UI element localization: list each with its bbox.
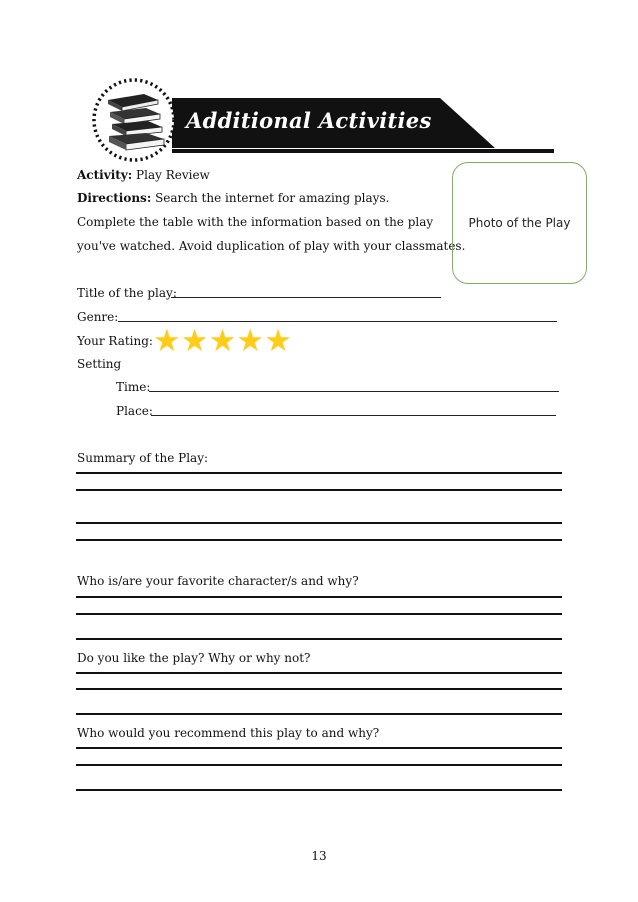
favorite-answer-line[interactable] xyxy=(76,638,562,640)
directions-line-1 xyxy=(77,190,389,206)
rating-label: Your Rating: xyxy=(77,334,153,348)
photo-placeholder-label: Photo of the Play xyxy=(468,216,571,230)
summary-question: Summary of the Play: xyxy=(77,451,209,465)
star-icon[interactable]: ★ xyxy=(264,323,292,359)
favorite-answer-line[interactable] xyxy=(76,613,562,615)
star-icon[interactable]: ★ xyxy=(180,323,209,359)
star-icon[interactable]: ★ xyxy=(208,323,237,359)
activity-line xyxy=(77,167,210,183)
place-field[interactable] xyxy=(151,415,556,416)
favorite-question: Who is/are your favorite character/s and why? xyxy=(77,574,359,588)
time-field[interactable] xyxy=(149,391,559,392)
photo-placeholder-box[interactable] xyxy=(452,162,587,284)
title-field[interactable] xyxy=(171,297,441,298)
genre-label: Genre: xyxy=(77,310,119,324)
star-icon[interactable]: ★ xyxy=(153,323,181,359)
like-question: Do you like the play? Why or why not? xyxy=(77,651,311,665)
like-answer-line[interactable] xyxy=(76,672,562,674)
page-number: 13 xyxy=(311,849,327,863)
recommend-question: Who would you recommend this play to and why? xyxy=(77,726,380,740)
genre-field[interactable] xyxy=(118,321,557,322)
summary-answer-line[interactable] xyxy=(76,522,562,524)
recommend-answer-line[interactable] xyxy=(76,764,562,766)
directions-text-2: Complete the table with the information based on the play xyxy=(77,215,434,229)
favorite-answer-line[interactable] xyxy=(76,596,562,598)
directions-text-1: Search the internet for amazing plays. xyxy=(155,191,390,205)
section-title: Additional Activities xyxy=(186,108,432,133)
summary-answer-line[interactable] xyxy=(76,472,562,474)
recommend-answer-line[interactable] xyxy=(76,747,562,749)
activity-value: Play Review xyxy=(136,168,210,182)
activity-label: Activity: xyxy=(77,168,133,182)
like-answer-line[interactable] xyxy=(76,688,562,690)
directions-text-3: you've watched. Avoid duplication of play with your classmates. xyxy=(77,239,466,253)
summary-answer-line[interactable] xyxy=(76,539,562,541)
rating-stars[interactable] xyxy=(153,323,292,359)
time-label: Time: xyxy=(116,380,151,394)
setting-label: Setting xyxy=(77,357,122,371)
title-label: Title of the play: xyxy=(77,286,177,300)
like-answer-line[interactable] xyxy=(76,713,562,715)
directions-label: Directions: xyxy=(77,191,152,205)
place-label: Place: xyxy=(116,404,153,418)
star-icon[interactable]: ★ xyxy=(236,323,265,359)
summary-answer-line[interactable] xyxy=(76,489,562,491)
recommend-answer-line[interactable] xyxy=(76,789,562,791)
